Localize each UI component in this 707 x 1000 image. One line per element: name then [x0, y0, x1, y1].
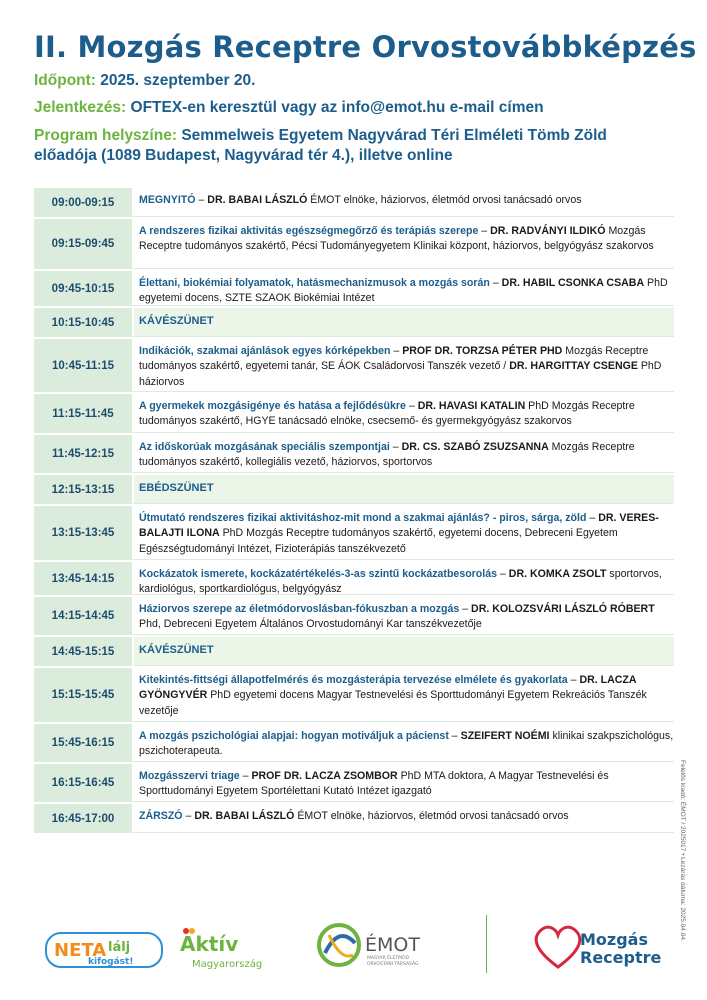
separator: – [489, 277, 502, 289]
time-cell: 10:45-11:15 [34, 339, 132, 392]
session-title: Útmutató rendszeres fizikai aktivitáshoz-mit mond a szakmai ajánlás? - piros, sárga, zöld [139, 512, 587, 524]
aktiv-sub-text: Magyarország [192, 959, 263, 970]
speaker-details: sportorvos, kardiológus, sportkardiológus, belgyógyász [139, 568, 662, 596]
registration-value: OFTEX-en keresztül vagy az info@emot.hu e-mail címen [130, 99, 544, 116]
speaker-name: DR. BABAI LÁSZLÓ [194, 810, 295, 822]
schedule-row [34, 668, 674, 724]
schedule-break-row [34, 637, 674, 668]
speaker-details: PhD háziorvos [139, 360, 662, 388]
time-cell: 13:45-14:15 [34, 562, 132, 595]
time-cell: 09:00-09:15 [34, 188, 132, 217]
speaker-details: Mozgás Receptre tudományos szakértő, Pécsi Tudományegyetem Klinikai központ, háziorvos, belgyógyász szakorvos [139, 225, 654, 253]
venue-line [34, 126, 674, 166]
separator: – [182, 810, 195, 822]
session-title: Kockázatok ismerete, kockázatértékelés-3-as szintű kockázatbesorolás [139, 568, 498, 580]
speaker-details: klinikai szakpszichológus, pszichoterapeuta. [139, 730, 674, 758]
description-cell [132, 597, 674, 635]
logo-strip [0, 905, 707, 985]
description-cell [132, 394, 674, 433]
mozgas-receptre-logo [530, 919, 670, 973]
time-cell: 15:15-15:45 [34, 668, 132, 722]
time-cell: 11:15-11:45 [34, 394, 132, 433]
date-value: 2025. szeptember 20. [100, 72, 256, 89]
registration-line [34, 98, 544, 118]
venue-label: Program helyszíne: [34, 127, 177, 144]
speaker-name: DR. HABIL CSONKA CSABA [501, 277, 645, 289]
date-label: Időpont: [34, 72, 96, 89]
speaker-details: PhD Mozgás Receptre tudományos szakértő, egyetemi docens, Debreceni Egyetem Egészségtudományi Intézet, Fizioterápiás tanszékvezető [139, 527, 618, 555]
schedule-row [34, 271, 674, 308]
speaker-name: DR. HAVASI KATALIN [417, 400, 526, 412]
speaker-name: SZEIFERT NOÉMI [460, 730, 550, 742]
schedule-row [34, 219, 674, 271]
schedule-row [34, 804, 674, 835]
publisher-note: Felelős kiadó: ÉMOT / 2025017 • Lezárás dátuma: 2025.04.04. [679, 760, 686, 942]
session-title: Indikációk, szakmai ajánlások egyes kórképekben [139, 345, 391, 357]
description-cell [132, 668, 674, 722]
speaker-name: DR. RADVÁNYI ILDIKÓ [490, 225, 606, 237]
session-title: ZÁRSZÓ [139, 810, 183, 822]
schedule-row [34, 394, 674, 435]
session-title: MEGNYITÓ [139, 194, 196, 206]
time-cell: 14:45-15:15 [34, 637, 132, 666]
description-cell: EBÉDSZÜNET [132, 475, 674, 504]
schedule-break-row [34, 475, 674, 506]
session-title: Az időskorúak mozgásának speciális szempontjai [139, 441, 390, 453]
schedule-row [34, 562, 674, 597]
neta-logo [44, 927, 164, 972]
separator: – [459, 603, 472, 615]
emot-logo [315, 915, 440, 975]
schedule-row [34, 724, 674, 764]
speaker-details: ÉMOT elnöke, háziorvos, életmód orvosi tanácsadó orvos [307, 194, 582, 206]
time-cell: 16:45-17:00 [34, 804, 132, 833]
emot-sub1-text: MAGYAR ÉLETMÓD [367, 956, 410, 961]
session-title: A rendszeres fizikai aktivitás egészségmegőrző és terápiás szerepe [139, 225, 479, 237]
time-cell: 10:15-10:45 [34, 308, 132, 337]
description-cell [132, 219, 674, 269]
separator: – [389, 441, 402, 453]
venue-value: Semmelweis Egyetem Nagyvárad Téri Elméleti Tömb Zöld előadója (1089 Budapest, Nagyvárad tér 4.), illetve online [34, 127, 607, 164]
description-cell [132, 764, 674, 802]
time-cell: 15:45-16:15 [34, 724, 132, 762]
separator: – [567, 674, 580, 686]
speaker-details: Mozgás Receptre tudományos szakértő, kollegiális vezető, háziorvos, sportorvos [139, 441, 635, 469]
description-cell: KÁVÉSZÜNET [132, 308, 674, 337]
time-cell: 09:45-10:15 [34, 271, 132, 306]
separator: – [478, 225, 491, 237]
description-cell [132, 435, 674, 473]
description-cell [132, 804, 674, 833]
time-cell: 12:15-13:15 [34, 475, 132, 504]
schedule-table [34, 188, 674, 835]
description-cell: KÁVÉSZÜNET [132, 637, 674, 666]
separator: – [195, 194, 208, 206]
schedule-row [34, 506, 674, 562]
neta-main-text: NETA [54, 940, 107, 961]
separator: – [405, 400, 418, 412]
session-title: Háziorvos szerepe az életmódorvoslásban-fókuszban a mozgás [139, 603, 460, 615]
separator: – [586, 512, 599, 524]
speaker-name: DR. CS. SZABÓ ZSUZSANNA [401, 441, 549, 453]
date-line [34, 71, 255, 91]
schedule-row [34, 339, 674, 394]
description-cell [132, 562, 674, 595]
schedule-row [34, 188, 674, 219]
emot-main-text: ÉMOT [365, 934, 420, 956]
speaker-details: PhD egyetemi docens Magyar Testnevelési és Sporttudományi Egyetem Rekreációs Tanszék vezetője [139, 689, 647, 717]
description-cell [132, 339, 674, 392]
separator: – [390, 345, 403, 357]
aktiv-main-text: Aktív [180, 932, 239, 956]
separator: – [448, 730, 461, 742]
registration-label: Jelentkezés: [34, 99, 127, 116]
speaker-details: PhD egyetemi docens, SZTE SZAOK Biokémiai Intézet [139, 277, 668, 305]
session-title: A mozgás pszichológiai alapjai: hogyan motiváljuk a pácienst [139, 730, 449, 742]
speaker-name: DR. KOMKA ZSOLT [508, 568, 607, 580]
description-cell [132, 724, 674, 762]
speaker-name: PROF DR. LACZA ZSOMBOR [251, 770, 398, 782]
emot-sub2-text: ORVOSTANI TÁRSASÁG [367, 962, 419, 967]
description-cell [132, 506, 674, 560]
speaker-name: DR. VERES-BALAJTI ILONA [139, 512, 659, 540]
schedule-row [34, 597, 674, 637]
session-title: Élettani, biokémiai folyamatok, hatásmechanizmusok a mozgás során [139, 277, 490, 289]
receptre-text: Receptre [580, 948, 662, 967]
mozgas-text: Mozgás [580, 930, 648, 949]
schedule-break-row [34, 308, 674, 339]
speaker-name: PROF DR. TORZSA PÉTER PHD [402, 345, 563, 357]
logo-divider [486, 915, 487, 973]
session-title: Kitekintés-fittségi állapotfelmérés és mozgásterápia tervezése elmélete és gyakorlata [139, 674, 568, 686]
speaker-name: DR. KOLOZSVÁRI LÁSZLÓ RÓBERT [471, 603, 655, 615]
speaker-details: Mozgás Receptre tudományos szakértő, egyetemi tanár, SE ÁOK Családorvosi Tanszék vezető / [139, 345, 649, 373]
schedule-row [34, 764, 674, 804]
time-cell: 13:15-13:45 [34, 506, 132, 560]
session-title: Mozgásszervi triage [139, 770, 240, 782]
session-title: A gyermekek mozgásigénye és hatása a fejlődésükre [139, 400, 406, 412]
neta-sub-text: lálj [108, 940, 131, 955]
time-cell: 14:15-14:45 [34, 597, 132, 635]
neta-tag-text: kifogást! [88, 957, 134, 967]
speaker-details: Phd, Debreceni Egyetem Általános Orvostudományi Kar tanszékvezetője [139, 618, 482, 631]
description-cell [132, 271, 674, 306]
speaker-name: DR. LACZA GYÖNGYVÉR [139, 674, 637, 702]
speaker-details: PhD Mozgás Receptre tudományos szakértő, HGYE tanácsadó elnöke, csecsemő- és gyermekgyógyász szakorvos [139, 400, 635, 428]
speaker-name: DR. HARGITTAY CSENGE [509, 360, 638, 373]
separator: – [239, 770, 252, 782]
speaker-details: PhD MTA doktora, A Magyar Testnevelési és Sporttudományi Egyetem Sportélettani Kutató Intézet igazgató [139, 770, 609, 798]
page-title: II. Mozgás Receptre Orvostovábbképzés [34, 30, 697, 64]
schedule-row [34, 435, 674, 475]
separator: – [497, 568, 509, 580]
description-cell [132, 188, 674, 217]
aktiv-magyarorszag-logo [178, 923, 278, 973]
time-cell: 16:15-16:45 [34, 764, 132, 802]
time-cell: 09:15-09:45 [34, 219, 132, 269]
speaker-name: DR. BABAI LÁSZLÓ [207, 194, 308, 206]
speaker-details: ÉMOT elnöke, háziorvos, életmód orvosi tanácsadó orvos [294, 810, 569, 822]
time-cell: 11:45-12:15 [34, 435, 132, 473]
